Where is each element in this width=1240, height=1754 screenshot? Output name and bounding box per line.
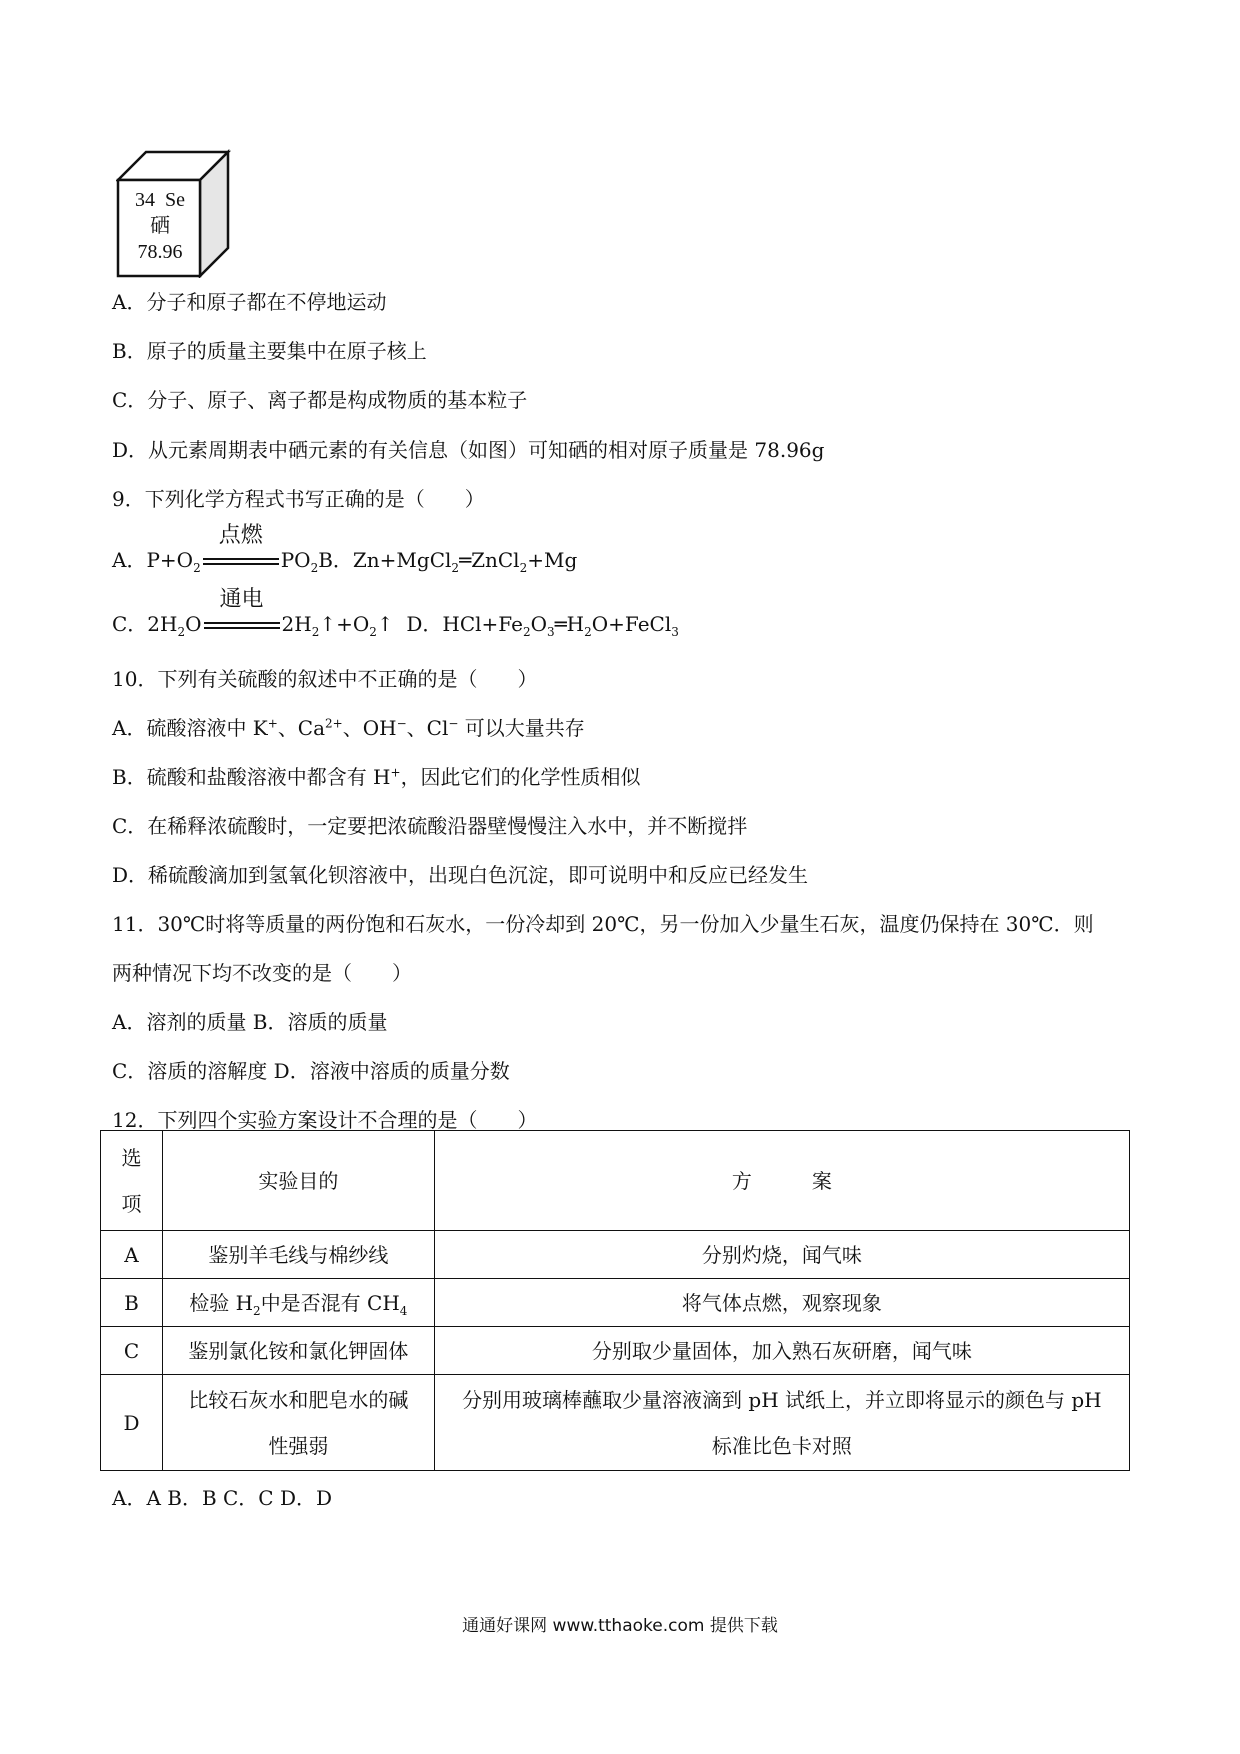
row-goal: 检验 $H_2$中是否混有 $CH_4$ [162, 1279, 434, 1327]
experiment-table [100, 1130, 1130, 1471]
q10-option-d: D．稀硫酸滴加到氢氧化钡溶液中，出现白色沉淀，即可说明中和反应已经发生 [112, 863, 809, 887]
element-mass: 78.96 [137, 241, 183, 263]
q12-answer-options: A．A B．B C．C D．D [112, 1486, 333, 1510]
row-goal: 鉴别羊毛线与棉纱线 [162, 1231, 434, 1279]
q9-options-cd: C．$2H_2O$ 通电 $2H_2↑+O_2↑$ D．$HCl+Fe_2O_3═H_2O+FeCl_3$ [112, 586, 679, 639]
row-option: B [101, 1279, 163, 1327]
condition-arrow [204, 586, 280, 640]
table-row [101, 1279, 1130, 1327]
element-name: 硒 [150, 213, 170, 237]
row-plan: 分别灼烧，闻气味 [434, 1231, 1129, 1279]
q9-options-ab: A．$P+O_2$ 点燃 $PO_2B$．Zn+MgCl$_2$═ZnCl$_2$+Mg [112, 522, 578, 575]
q11-stem-line2: 两种情况下均不改变的是（ ） [112, 961, 412, 985]
table-header-row [101, 1131, 1130, 1231]
row-goal: 比较石灰水和肥皂水的碱 性强弱 [162, 1375, 434, 1471]
q8-option-b: B．原子的质量主要集中在原子核上 [112, 339, 427, 363]
q11-options-cd: C．溶质的溶解度 D．溶液中溶质的质量分数 [112, 1059, 510, 1083]
element-number: 34 [135, 189, 155, 211]
q8-option-a: A．分子和原子都在不停地运动 [112, 290, 387, 314]
q10-option-a: A．硫酸溶液中 K+、$Ca^{2+}$、OH−、Cl− 可以大量共存 [112, 716, 585, 740]
element-number-symbol [120, 188, 200, 212]
condition-label: 点燃 [218, 522, 263, 548]
table-row [101, 1375, 1130, 1471]
condition-arrow [203, 522, 279, 576]
table-row [101, 1231, 1130, 1279]
q8-option-c: C．分子、原子、离子都是构成物质的基本粒子 [112, 388, 528, 412]
q11-options-ab: A．溶剂的质量 B．溶质的质量 [112, 1010, 388, 1034]
row-plan: 分别用玻璃棒蘸取少量溶液滴到 pH 试纸上，并立即将显示的颜色与 pH 标准比色卡对照 [434, 1375, 1129, 1471]
q8-option-d: D．从元素周期表中硒元素的有关信息（如图）可知硒的相对原子质量是 78.96g [112, 438, 825, 462]
page-footer: 通通好课网 www.tthaoke.com 提供下载 [462, 1616, 778, 1636]
table-row [101, 1327, 1130, 1375]
row-option: D [101, 1375, 163, 1471]
header-option: 选 项 [101, 1131, 163, 1231]
q10-option-c: C．在稀释浓硫酸时，一定要把浓硫酸沿器壁慢慢注入水中，并不断搅拌 [112, 814, 748, 838]
row-goal: 鉴别氯化铵和氯化钾固体 [162, 1327, 434, 1375]
header-goal: 实验目的 [162, 1131, 434, 1231]
row-plan: 分别取少量固体，加入熟石灰研磨，闻气味 [434, 1327, 1129, 1375]
condition-label: 通电 [219, 586, 264, 612]
element-card [116, 148, 232, 278]
q10-stem: 10．下列有关硫酸的叙述中不正确的是（ ） [112, 667, 538, 691]
row-option: C [101, 1327, 163, 1375]
row-option: A [101, 1231, 163, 1279]
q11-stem-line1: 11．30℃时将等质量的两份饱和石灰水，一份冷却到 20℃，另一份加入少量生石灰，温度仍保持在 30℃．则 [112, 912, 1094, 936]
q12-stem: 12．下列四个实验方案设计不合理的是（ ） [112, 1108, 538, 1132]
row-plan: 将气体点燃，观察现象 [434, 1279, 1129, 1327]
element-symbol: Se [165, 189, 185, 211]
q9-stem: 9．下列化学方程式书写正确的是（ ） [112, 487, 485, 511]
header-plan: 方 案 [434, 1131, 1129, 1231]
q10-option-b: B．硫酸和盐酸溶液中都含有 H+，因此它们的化学性质相似 [112, 765, 641, 789]
